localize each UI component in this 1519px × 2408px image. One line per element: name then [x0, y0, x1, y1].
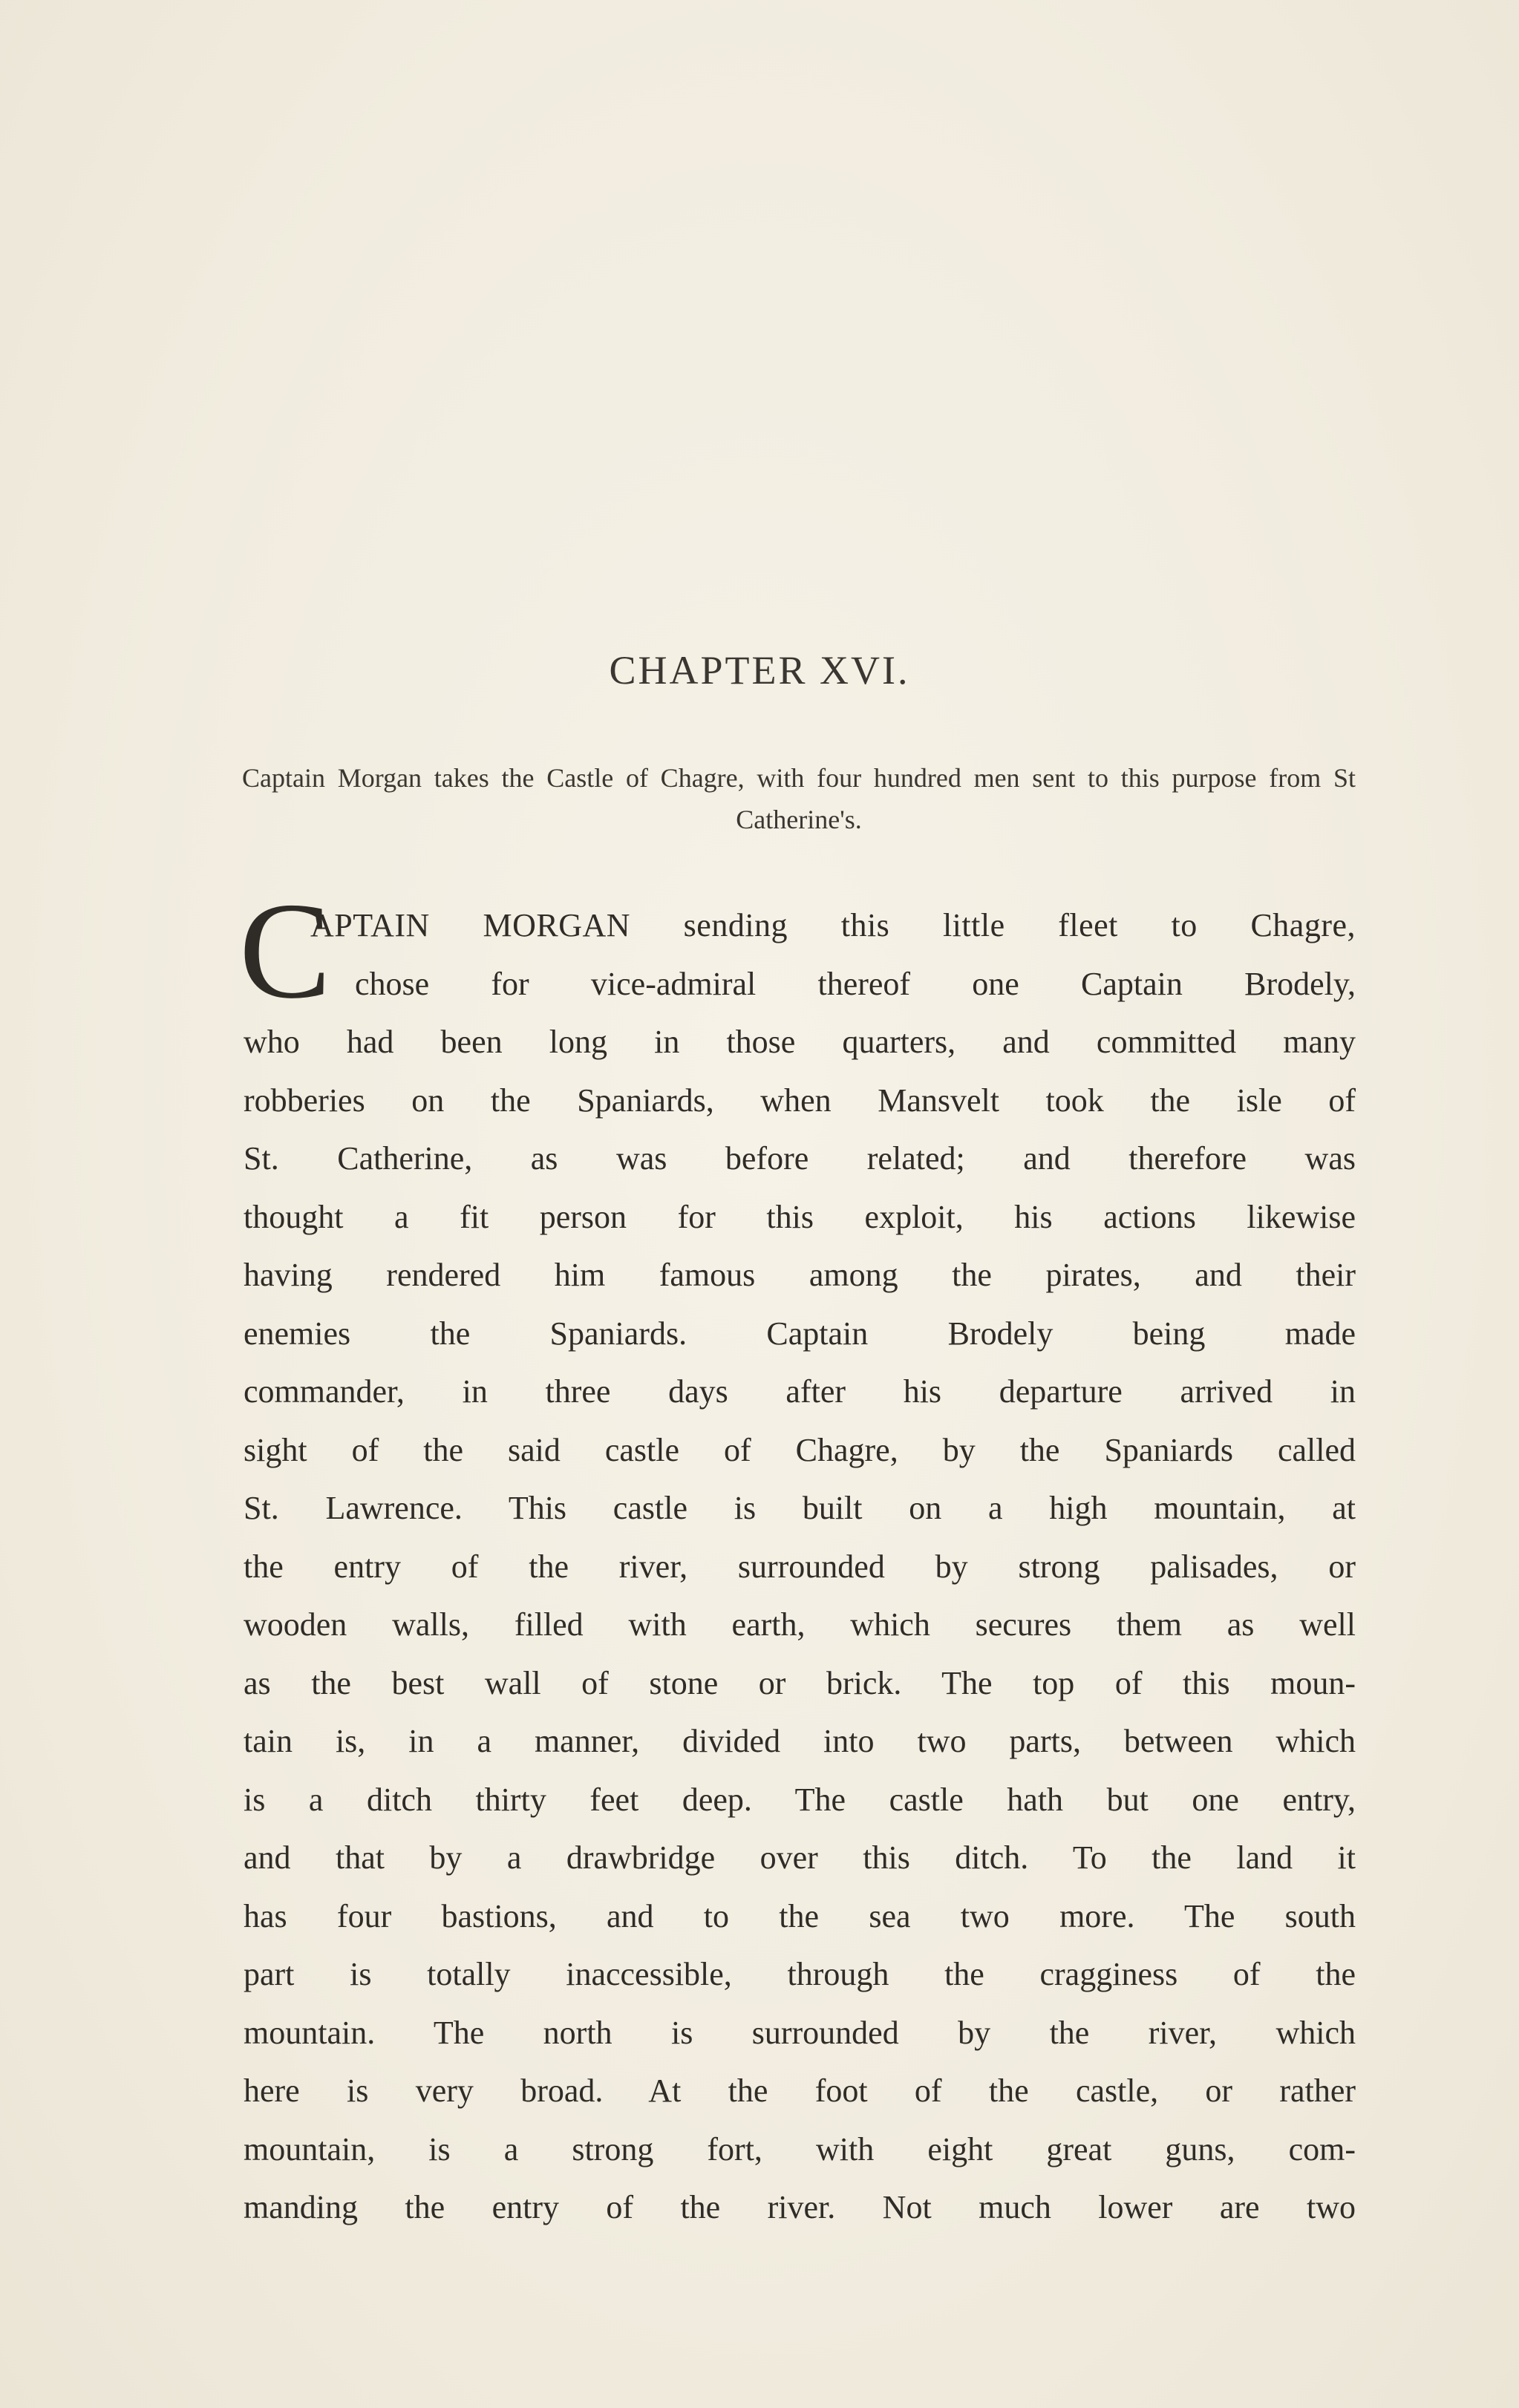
body-line: sight of the said castle of Chagre, by the Spaniards called — [244, 1431, 1356, 1468]
body-line: who had been long in those quarters, and committed many — [244, 1024, 1356, 1060]
body-line: robberies on the Spaniards, when Mansvelt took the isle of — [244, 1082, 1356, 1119]
body-line: St. Catherine, as was before related; and therefore was — [244, 1140, 1356, 1177]
body-line: part is totally inaccessible, through the cragginess of the — [244, 1956, 1356, 1992]
body-line: enemies the Spaniards. Captain Brodely being made — [244, 1315, 1356, 1352]
body-line: having rendered him famous among the pirates, and their — [244, 1257, 1356, 1293]
body-line: is a ditch thirty feet deep. The castle hath but one entry, — [244, 1781, 1356, 1818]
body-line: mountain, is a strong fort, with eight great guns, com- — [244, 2130, 1356, 2167]
body-line: here is very broad. At the foot of the castle, or rather — [244, 2072, 1356, 2109]
body-line: has four bastions, and to the sea two more. The south — [244, 1897, 1356, 1934]
body-line: commander, in three days after his departure arrived in — [244, 1373, 1356, 1410]
chapter-title: CHAPTER XVI. — [609, 648, 910, 693]
body-line: mountain. The north is surrounded by the river, which — [244, 2014, 1356, 2051]
body-line: thought a fit person for this exploit, his actions likewise — [244, 1198, 1356, 1235]
body-line: and that by a drawbridge over this ditch. To the land it — [244, 1839, 1356, 1876]
body-line: manding the entry of the river. Not much lower are two — [244, 2189, 1356, 2225]
chapter-body — [244, 897, 1356, 2237]
body-line: St. Lawrence. This castle is built on a high mountain, at — [244, 1490, 1356, 1526]
body-line: wooden walls, filled with earth, which secures them as well — [244, 1606, 1356, 1643]
body-line: as the best wall of stone or brick. The top of this moun- — [244, 1664, 1356, 1701]
body-line: chose for vice-admiral thereof one Captain Brodely, — [355, 965, 1356, 1002]
body-line: the entry of the river, surrounded by strong palisades, or — [244, 1548, 1356, 1585]
drop-cap: C — [239, 874, 332, 1027]
body-line: tain is, in a manner, divided into two parts, between which — [244, 1723, 1356, 1759]
body-line: APTAIN MORGAN sending this little fleet to Chagre, — [310, 907, 1356, 943]
chapter-summary: Captain Morgan takes the Castle of Chagre, with four hundred men sent to this purpose from St Catherine's. — [242, 763, 1356, 834]
